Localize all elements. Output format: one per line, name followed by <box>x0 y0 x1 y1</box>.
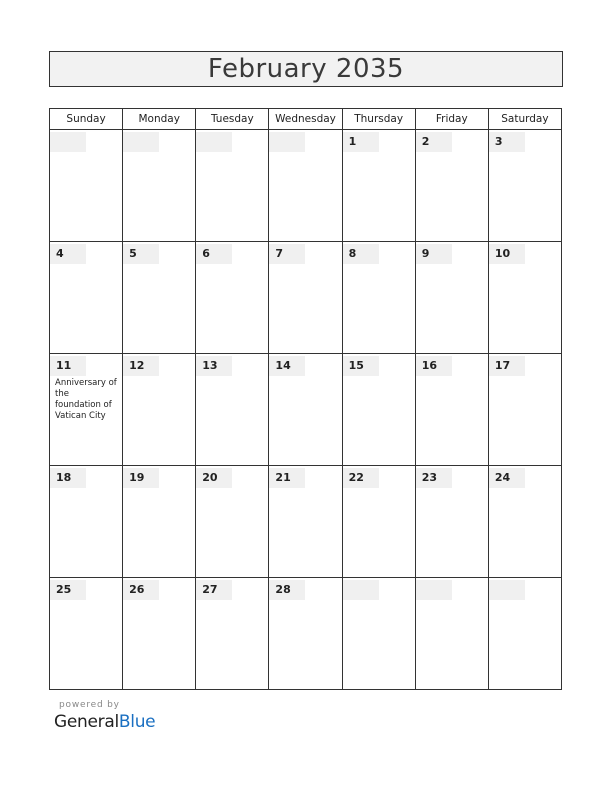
day-cell[interactable] <box>488 466 561 578</box>
day-number: 1 <box>343 132 379 152</box>
day-cell[interactable] <box>50 242 123 354</box>
day-number: 2 <box>416 132 452 152</box>
empty-day-label <box>123 132 159 152</box>
day-number: 26 <box>123 580 159 600</box>
day-cell[interactable] <box>269 466 342 578</box>
empty-day-cell <box>415 578 488 690</box>
day-cell[interactable] <box>50 354 123 466</box>
empty-day-cell <box>196 130 269 242</box>
empty-day-label <box>489 580 525 600</box>
day-number: 20 <box>196 468 232 488</box>
day-cell[interactable] <box>123 466 196 578</box>
day-cell[interactable] <box>488 242 561 354</box>
day-number: 23 <box>416 468 452 488</box>
day-cell[interactable] <box>415 354 488 466</box>
weekday-header-row <box>50 109 562 130</box>
empty-day-label <box>50 132 86 152</box>
day-number: 13 <box>196 356 232 376</box>
brand-general-text: General <box>54 712 119 732</box>
weekday-tuesday: Tuesday <box>196 109 269 130</box>
day-number: 9 <box>416 244 452 264</box>
day-number: 24 <box>489 468 525 488</box>
day-number: 16 <box>416 356 452 376</box>
day-cell[interactable] <box>269 242 342 354</box>
generalblue-logo[interactable] <box>54 712 155 732</box>
day-cell[interactable] <box>342 130 415 242</box>
empty-day-label <box>196 132 232 152</box>
week-row <box>50 242 562 354</box>
day-number: 28 <box>269 580 305 600</box>
day-number: 3 <box>489 132 525 152</box>
day-cell[interactable] <box>415 242 488 354</box>
day-cell[interactable] <box>196 242 269 354</box>
day-cell[interactable] <box>123 242 196 354</box>
day-number: 17 <box>489 356 525 376</box>
powered-by-text: powered by <box>59 700 120 710</box>
week-row <box>50 354 562 466</box>
day-number: 22 <box>343 468 379 488</box>
weekday-friday: Friday <box>415 109 488 130</box>
day-cell[interactable] <box>488 130 561 242</box>
brand-blue-text: Blue <box>118 712 156 732</box>
day-number: 5 <box>123 244 159 264</box>
day-cell[interactable] <box>415 466 488 578</box>
month-calendar-grid <box>49 108 562 690</box>
holiday-event: Anniversary of the foundation of Vatican City <box>55 378 117 421</box>
week-row <box>50 466 562 578</box>
day-cell[interactable] <box>123 354 196 466</box>
day-cell[interactable] <box>123 578 196 690</box>
day-number: 19 <box>123 468 159 488</box>
day-number: 12 <box>123 356 159 376</box>
week-row <box>50 130 562 242</box>
day-number: 11 <box>50 356 86 376</box>
day-cell[interactable] <box>342 354 415 466</box>
day-cell[interactable] <box>488 354 561 466</box>
empty-day-cell <box>123 130 196 242</box>
day-cell[interactable] <box>50 578 123 690</box>
day-number: 18 <box>50 468 86 488</box>
weekday-monday: Monday <box>123 109 196 130</box>
day-cell[interactable] <box>342 466 415 578</box>
day-cell[interactable] <box>269 578 342 690</box>
empty-day-cell <box>269 130 342 242</box>
day-cell[interactable] <box>415 130 488 242</box>
day-cell[interactable] <box>196 466 269 578</box>
day-number: 27 <box>196 580 232 600</box>
day-number: 21 <box>269 468 305 488</box>
weekday-saturday: Saturday <box>488 109 561 130</box>
calendar-title: February 2035 <box>49 51 563 87</box>
day-number: 14 <box>269 356 305 376</box>
empty-day-label <box>416 580 452 600</box>
empty-day-cell <box>342 578 415 690</box>
day-number: 25 <box>50 580 86 600</box>
day-number: 4 <box>50 244 86 264</box>
day-cell[interactable] <box>342 242 415 354</box>
empty-day-cell <box>488 578 561 690</box>
day-number: 10 <box>489 244 525 264</box>
day-number: 6 <box>196 244 232 264</box>
day-cell[interactable] <box>196 578 269 690</box>
day-cell[interactable] <box>269 354 342 466</box>
day-number: 15 <box>343 356 379 376</box>
day-number: 8 <box>343 244 379 264</box>
empty-day-label <box>343 580 379 600</box>
weekday-wednesday: Wednesday <box>269 109 342 130</box>
week-row <box>50 578 562 690</box>
weekday-sunday: Sunday <box>50 109 123 130</box>
day-cell[interactable] <box>50 466 123 578</box>
day-cell[interactable] <box>196 354 269 466</box>
weekday-thursday: Thursday <box>342 109 415 130</box>
day-number: 7 <box>269 244 305 264</box>
empty-day-label <box>269 132 305 152</box>
empty-day-cell <box>50 130 123 242</box>
